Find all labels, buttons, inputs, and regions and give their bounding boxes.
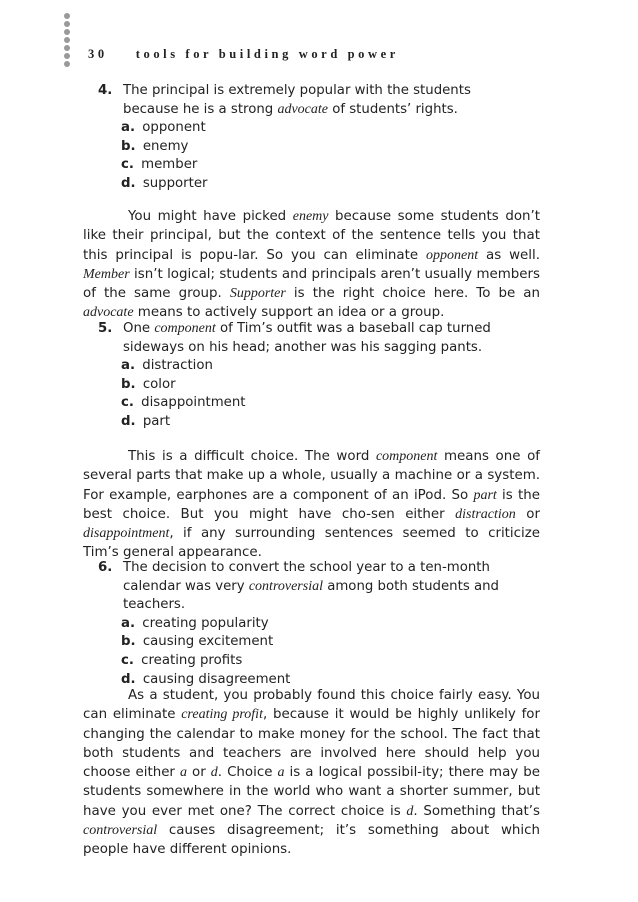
question-number: 5. [98,321,113,336]
option-c: c. member [121,157,198,173]
question-number: 6. [98,560,113,575]
question-4 [98,82,518,194]
question-stem: 6. The decision to convert the school year to a ten-month calendar was very controversial among both students and teachers. [98,560,499,613]
option-a: a. creating popularity [121,615,269,631]
question-stem: 4. The principal is extremely popular with the students because he is a strong advocate of students’ rights. [98,83,471,117]
running-title: tools for building word power [135,47,399,61]
vocab-word: controversial [248,578,323,594]
question-number: 4. [98,83,113,98]
explanation-6: As a student, you probably found this choice fairly easy. You can eliminate creating profit, because it would be highly unlikely for changing the calendar to make money for the school. The fact that both students and teachers are involved here should help you choose either a or d. Choice a is a logical possibil-ity; there may be students somewhere in the world who want a shorter summer, but have you ever met one? The correct choice is d. Something that’s controversial causes disagreement; it’s something about which people have different opinions. [83,688,540,858]
option-a: a. distraction [121,358,213,374]
margin-dots-ornament [64,13,72,69]
option-d: d. causing disagreement [121,671,291,687]
option-b: b. color [121,376,176,392]
option-c: c. disappointment [121,395,246,411]
question-6 [98,559,538,689]
option-a: a. opponent [121,120,206,136]
option-b: b. causing excitement [121,634,274,650]
explanation-5: This is a difficult choice. The word component means one of several parts that make up a whole, usually a machine or a system. For example, earphones are a component of an iPod. So part is the best choice. But you might have cho-sen either distraction or disappointment, if any surrounding sentences seemed to criticize Tim’s general appearance. [83,449,540,561]
option-d: d. supporter [121,175,208,191]
question-stem: 5. One component of Tim’s outfit was a baseball cap turned sideways on his head; another was his sagging pants. [98,321,491,355]
option-d: d. part [121,413,171,429]
question-5 [98,320,518,432]
running-header [88,47,399,62]
vocab-word: component [154,321,216,336]
option-c: c. creating profits [121,652,243,668]
page-number: 30 [88,47,108,61]
explanation-4: You might have picked enemy because some students don’t like their principal, but the context of the sentence tells you that this principal is popu-lar. So you can eliminate opponent as well. Member isn’t logical; students and principals aren’t usually members of the same group. Supporter is the right choice here. To be an advocate means to actively support an idea or a group. [83,209,541,321]
vocab-word: advocate [277,101,328,117]
option-b: b. enemy [121,138,189,154]
